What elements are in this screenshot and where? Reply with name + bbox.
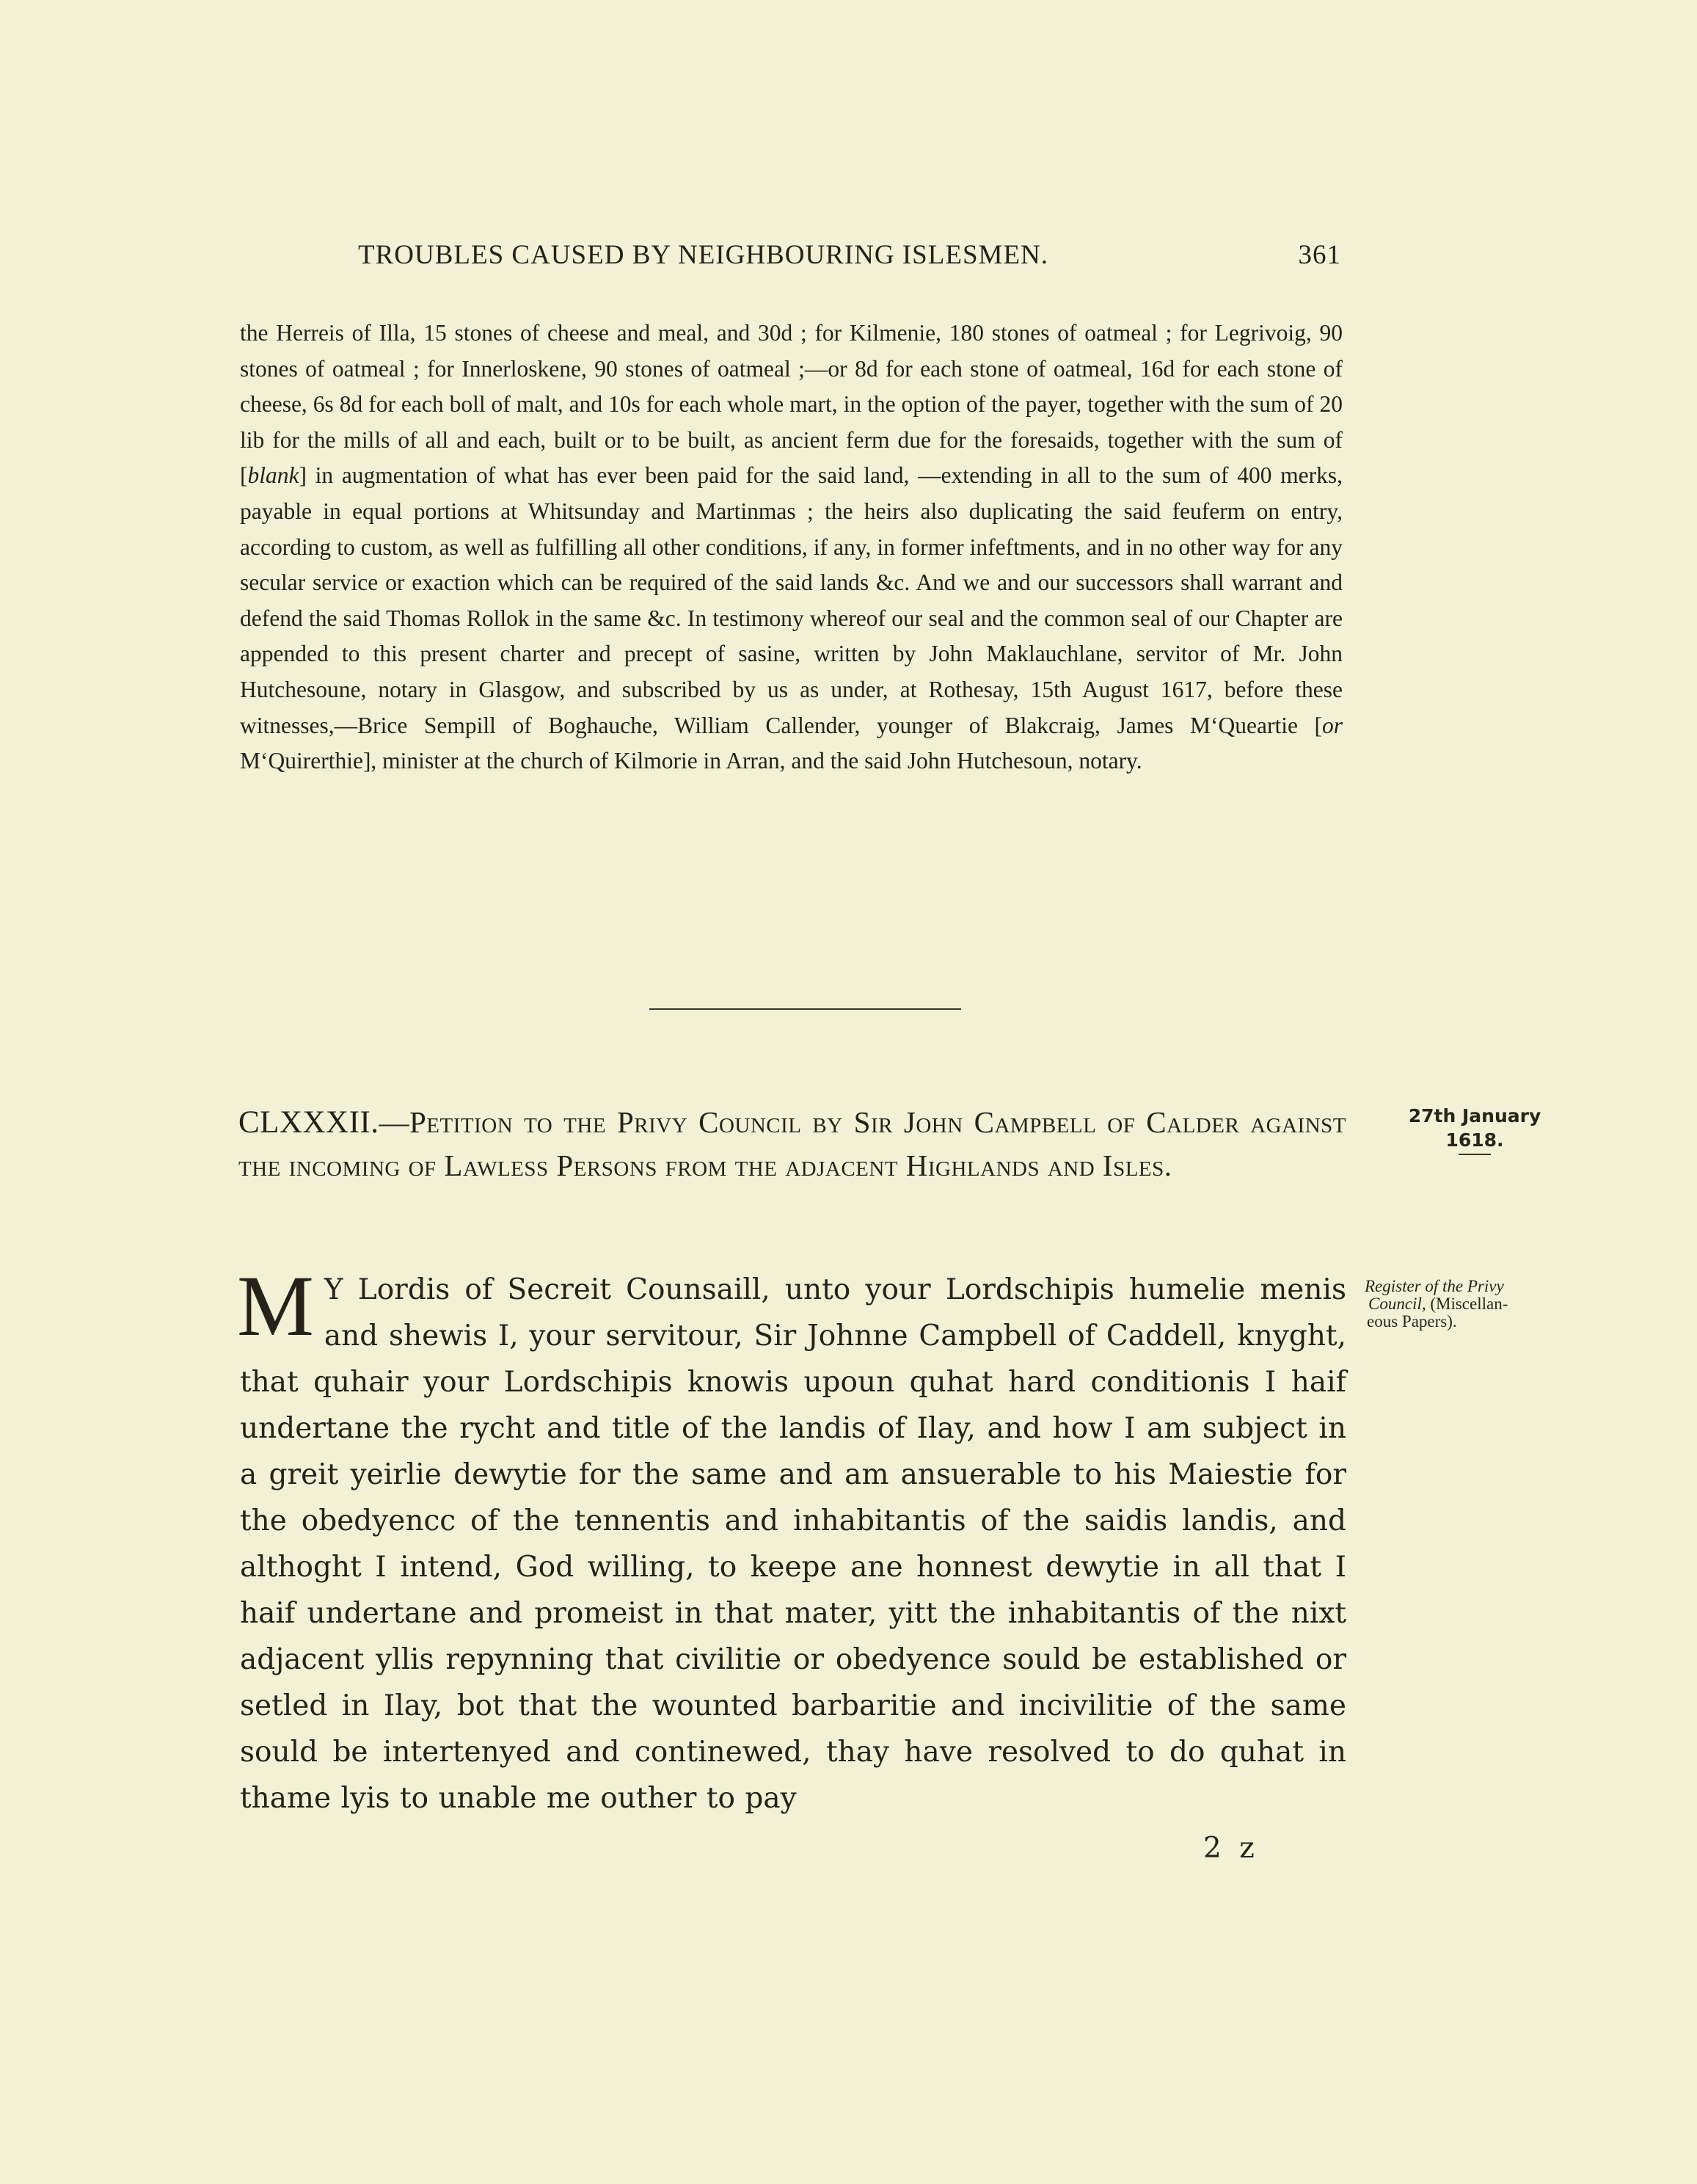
petition-text [237, 1258, 1346, 1821]
drop-cap: M [237, 1258, 314, 1354]
margin-date [1387, 1104, 1563, 1155]
source-line-1: Register of the Privy [1365, 1277, 1504, 1295]
section-number: CLXXXII. [238, 1105, 379, 1140]
page-number: 361 [1298, 240, 1341, 270]
date-day: 27th January [1408, 1105, 1541, 1126]
section-divider [649, 1008, 961, 1010]
source-line-2: Council, (Miscellan- [1368, 1295, 1508, 1313]
petition-paragraph: M Y Lordis of Secreit Counsaill, unto your Lordschipis humelie menis and shewis I, your servitour, Sir Johnne Campbell of Caddell, knyght, that quhair your Lordschipis knowis upoun quhat hard conditionis I haif undertane the rycht and title of the landis of Ilay, and how I am subject in a greit yeirlie dewytie for the same and am ansuerable to his Maiestie for the obedyencc of the tennentis and inhabitantis of the saidis landis, and althoght I intend, God willing, to keepe ane honnest dewytie in all that I haif undertane and promeist in that mater, yitt the inhabitantis of the nixt adjacent yllis repynning that civilitie or obedyence sould be established or setled in Ilay, bot that the wounted barbaritie and incivilitie of the same sould be intertenyed and continewed, thay have resolved to do quhat in thame lyis to unable me outher to pay [237, 1258, 1346, 1815]
section-heading [238, 1101, 1346, 1187]
blank-note: blank [247, 462, 299, 489]
continuation-paragraph: the Herreis of Illa, 15 stones of cheese and meal, and 30d ; for Kilmenie, 180 stones of oatmeal ; for Legrivoig, 90 stones of oatmeal ; for Innerloskene, 90 stones of oatmeal ;—or 8d for each stone of oatmeal, 16d for each stone of cheese, 6s 8d for each boll of malt, and 10s for each whole mart, in the option of the payer, together with the sum of 20 lib for the mills of all and each, built or to be built, as ancient ferm due for the foresaids, together with the sum of [blank] in augmentation of what has ever been paid for the said land, —extending in all to the sum of 400 merks, payable in equal portions at Whitsunday and Martinmas ; the heirs also duplicating the said feuferm on entry, according to custom, as well as fulfilling all other conditions, if any, in former infeftments, and in no other way for any secular service or exaction which can be required of the said lands &c. And we and our successors shall warrant and defend the said Thomas Rollok in the same &c. In testimony whereof our seal and the common seal of our Chapter are appended to this present charter and precept of sasine, written by John Maklauchlane, servitor of Mr. John Hutchesoune, notary in Glasgow, and subscribed by us as under, at Rothesay, 15th August 1617, before these witnesses,—Brice Sempill of Boghauche, William Callender, younger of Blakcraig, James M‘Queartie [or M‘Quirerthie], minister at the church of Kilmorie in Arran, and the said John Hutchesoun, notary. [240, 320, 1343, 774]
source-line-3: eous Papers). [1367, 1312, 1457, 1331]
source-sidenote [1365, 1278, 1607, 1331]
date-dash [1459, 1154, 1491, 1155]
continuation-text [240, 316, 1343, 779]
date-year: 1618. [1445, 1129, 1504, 1151]
running-title: TROUBLES CAUSED BY NEIGHBOURING ISLESMEN. [358, 240, 1049, 270]
signature-mark: 2 z [1203, 1832, 1259, 1865]
or-note: or [1321, 712, 1343, 738]
section-title: —Petition to the Privy Council by Sir John Campbell of Calder against the incoming of Lawless Persons from the adjacent Highlands and Isles. [238, 1105, 1346, 1182]
running-header [358, 239, 1341, 276]
